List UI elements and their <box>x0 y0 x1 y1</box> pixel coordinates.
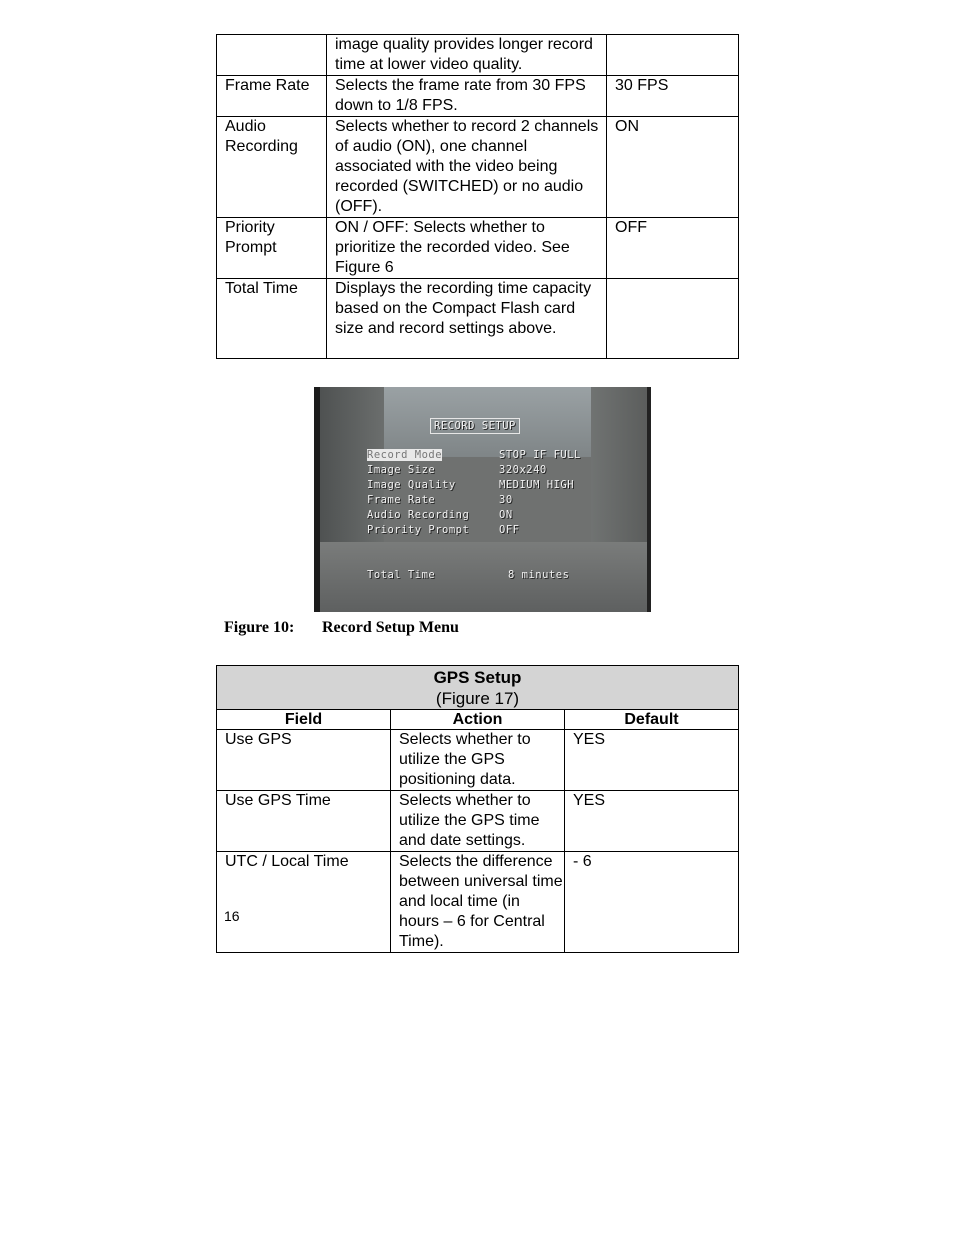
figure-caption <box>224 618 459 638</box>
scene-edge <box>314 387 320 612</box>
table-row <box>217 76 739 117</box>
action-cell: Displays the recording time capacity based on the Compact Flash card size and record settings above. <box>327 279 607 359</box>
table-row <box>217 279 739 359</box>
action-cell: Selects whether to record 2 channels of audio (ON), one channel associated with the video being recorded (SWITCHED) or no audio (OFF). <box>327 117 607 218</box>
default-cell: OFF <box>607 218 739 279</box>
table-row <box>217 35 739 76</box>
field-cell: Total Time <box>217 279 327 359</box>
table-row <box>217 791 739 852</box>
default-cell <box>607 279 739 359</box>
osd-menu-value: 30 <box>499 494 513 506</box>
osd-menu-value: MEDIUM HIGH <box>499 479 575 491</box>
osd-menu-label: Image Size <box>367 464 436 476</box>
scene-street <box>314 542 651 612</box>
field-cell <box>217 35 327 76</box>
osd-menu-label: Priority Prompt <box>367 524 470 536</box>
default-cell: 30 FPS <box>607 76 739 117</box>
table-title <box>217 666 739 710</box>
table-row <box>217 218 739 279</box>
default-cell: ON <box>607 117 739 218</box>
table-row <box>217 117 739 218</box>
column-header-row <box>217 710 739 730</box>
column-header-default: Default <box>565 710 739 730</box>
caption-number: Figure 10: <box>224 619 295 636</box>
action-cell: Selects the frame rate from 30 FPS down to 1/8 FPS. <box>327 76 607 117</box>
gps-setup-table <box>216 665 739 953</box>
osd-menu-label: Image Quality <box>367 479 456 491</box>
gps-title: GPS Setup <box>433 668 522 687</box>
action-cell: Selects whether to utilize the GPS time and date settings. <box>391 791 565 852</box>
record-setup-screenshot <box>314 387 651 612</box>
record-settings-table <box>216 34 739 359</box>
default-cell: YES <box>565 791 739 852</box>
osd-menu-label: Record Mode <box>367 449 443 461</box>
default-cell: - 6 <box>565 852 739 953</box>
column-header-field: Field <box>217 710 391 730</box>
table-header-row <box>217 666 739 710</box>
field-cell: Frame Rate <box>217 76 327 117</box>
osd-menu-value: OFF <box>499 524 520 536</box>
page-number: 16 <box>224 908 240 924</box>
osd-total-label: Total Time <box>367 569 436 581</box>
gps-subtitle: (Figure 17) <box>435 689 520 708</box>
action-cell: Selects the difference between universal time and local time (in hours – 6 for Central Time). <box>391 852 565 953</box>
default-cell: YES <box>565 730 739 791</box>
osd-menu-label: Frame Rate <box>367 494 436 506</box>
osd-total-value: 8 minutes <box>508 569 570 581</box>
scene-edge <box>647 387 651 612</box>
action-cell: Selects whether to utilize the GPS positioning data. <box>391 730 565 791</box>
osd-menu-value: 320x240 <box>499 464 547 476</box>
osd-menu-value: ON <box>499 509 513 521</box>
osd-title: RECORD SETUP <box>430 418 520 434</box>
column-header-action: Action <box>391 710 565 730</box>
table-row <box>217 730 739 791</box>
table-row <box>217 852 739 953</box>
field-cell: Use GPS Time <box>217 791 391 852</box>
default-cell <box>607 35 739 76</box>
field-cell: Use GPS <box>217 730 391 791</box>
caption-text: Record Setup Menu <box>322 619 459 636</box>
osd-menu-label: Audio Recording <box>367 509 470 521</box>
field-cell: Audio Recording <box>217 117 327 218</box>
osd-menu-value: STOP IF FULL <box>499 449 581 461</box>
action-cell: ON / OFF: Selects whether to prioritize the recorded video. See Figure 6 <box>327 218 607 279</box>
field-cell: UTC / Local Time <box>217 852 391 953</box>
action-cell: image quality provides longer record time at lower video quality. <box>327 35 607 76</box>
field-cell: Priority Prompt <box>217 218 327 279</box>
